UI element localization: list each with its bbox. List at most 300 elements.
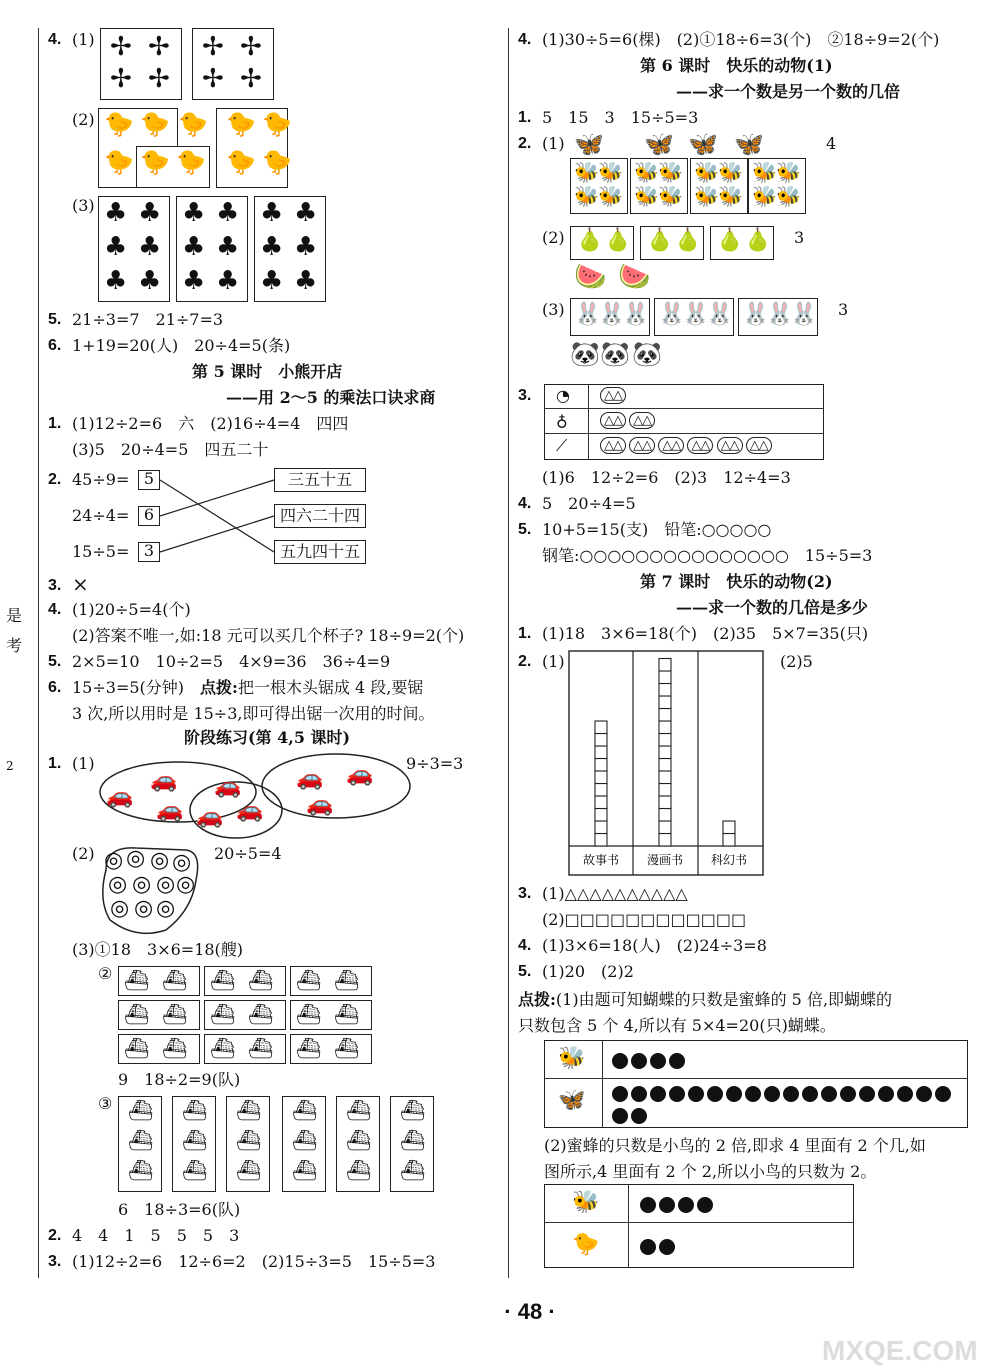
question-number: 5. (518, 521, 532, 538)
answer-text: 1+19=20(人) 20÷4=5(条) (72, 336, 291, 355)
bird-icon: 🐤 (572, 1232, 600, 1257)
bee-icon: 🐝 (634, 184, 659, 208)
circle-icon: ◎ (104, 848, 124, 873)
panda-icon: 🐼 (632, 340, 662, 368)
car-icon: 🚗 (196, 804, 224, 829)
tip-text: (2)蜜蜂的只数是小鸟的 2 倍,即求 4 里面有 2 个几,如 (544, 1136, 926, 1155)
answer-text: 9÷3=3 (406, 754, 464, 773)
tip-text: 图所示,4 里面有 2 个 2,所以小鸟的只数为 2。 (544, 1162, 877, 1181)
dot-mark (659, 1239, 675, 1255)
radish-icon: ♣ (182, 198, 206, 228)
answer-text: (1)30÷5=6(棵) (2)①18÷6=3(个) ②18÷9=2(个) (542, 30, 940, 49)
ship-icon: ⛴ (400, 1098, 426, 1122)
radish-icon: ♣ (216, 198, 240, 228)
rabbit-icon: 🐰 (622, 302, 650, 327)
panda-icon: 🐼 (570, 340, 600, 368)
pear-icon: 🍐 (576, 228, 604, 253)
answer-text: (2)答案不唯一,如:18 元可以买几个杯子? 18÷9=2(个) (72, 626, 465, 645)
table-rule (588, 384, 589, 460)
bar-cell (595, 721, 607, 734)
bee-icon: 🐝 (572, 1190, 600, 1215)
dot-row (612, 1050, 688, 1070)
ship-icon: ⛴ (124, 968, 150, 992)
margin-char: 考 (6, 636, 23, 655)
dot-mark (678, 1197, 694, 1213)
circle-icon: ◎ (176, 872, 196, 897)
question-number: 4. (48, 31, 62, 48)
ship-icon: ⛴ (292, 1158, 318, 1182)
bee-icon: 🐝 (752, 160, 777, 184)
radish-icon: ♣ (182, 232, 206, 262)
dot-mark (669, 1086, 685, 1102)
bee-icon: 🐝 (752, 184, 777, 208)
radish-icon: ♣ (260, 232, 284, 262)
bar-cell (659, 696, 671, 709)
ship-icon: ⛴ (124, 1036, 150, 1060)
ship-icon: ⛴ (296, 1036, 322, 1060)
part-label: (2) (72, 844, 95, 863)
rabbit-icon: 🐰 (574, 302, 602, 327)
ship-icon: ⛴ (128, 1128, 154, 1152)
question-number: 1. (518, 625, 532, 642)
ship-icon: ⛴ (210, 968, 236, 992)
question-number: 1. (48, 755, 62, 772)
bar-cell (595, 759, 607, 772)
tip-text: 只数包含 5 个 4,所以有 5×4=20(只)蝴蝶。 (518, 1016, 836, 1035)
question-number: 3. (48, 1253, 62, 1270)
dragonfly-icon: ✢ (148, 32, 170, 62)
radish-icon: ♣ (182, 266, 206, 296)
ship-icon: ⛴ (162, 968, 188, 992)
rhyme-box: 四六二十四 (274, 504, 366, 528)
watermelon-icon: 🍉 (574, 262, 607, 292)
bar-label: 科幻书 (710, 853, 748, 867)
ship-icon: ⛴ (400, 1128, 426, 1152)
pear-icon: 🍐 (646, 228, 674, 253)
ship-icon: ⛴ (334, 1036, 360, 1060)
bee-icon: 🐝 (558, 1046, 586, 1071)
chick-icon: 🐤 (140, 148, 170, 176)
section-title: 阶段练习(第 4,5 课时) (184, 728, 351, 747)
ship-icon: ⛴ (292, 1098, 318, 1122)
circle-icon: ◎ (156, 896, 176, 921)
match-line (160, 516, 274, 552)
part-label: (3) (542, 300, 565, 319)
answer-box: 3 (138, 542, 160, 562)
dot-mark (650, 1086, 666, 1102)
chick-icon: 🐤 (178, 110, 208, 138)
ship-icon: ⛴ (334, 1002, 360, 1026)
ship-icon: ⛴ (210, 1036, 236, 1060)
answer-text: (1)20 (2)2 (542, 962, 634, 981)
rhyme-box: 三五十五 (274, 468, 366, 492)
answer-text: (1)12÷2=6 六 (2)16÷4=4 四四 (72, 414, 349, 433)
bar-cell (659, 734, 671, 747)
dragonfly-icon: ✢ (202, 64, 224, 94)
dot-mark (802, 1086, 818, 1102)
lesson-title: 第 5 课时 小熊开店 (192, 362, 343, 381)
dot-row (640, 1194, 716, 1214)
question-number: 4. (518, 937, 532, 954)
rabbit-icon: 🐰 (766, 302, 794, 327)
answer-text: 9 18÷2=9(队) (118, 1070, 241, 1089)
radish-icon: ♣ (260, 198, 284, 228)
tip-text: 3 次,所以用时是 15÷3,即可得出锯一次用的时间。 (72, 704, 435, 723)
bar-cell (659, 659, 671, 672)
answer-text: (1)12÷2=6 12÷6=2 (2)15÷3=5 15÷5=3 (72, 1252, 436, 1271)
question-number: 6. (48, 679, 62, 696)
circle-icon: ◎ (110, 896, 130, 921)
answer-text: 5 15 3 15÷5=3 (542, 108, 699, 127)
question-number: 3. (48, 577, 62, 594)
dot-mark (669, 1053, 685, 1069)
circle-icon: ◎ (132, 872, 152, 897)
rabbit-icon: 🐰 (742, 302, 770, 327)
panda-icon: 🐼 (600, 340, 630, 368)
answer-text: 钢笔:○○○○○○○○○○○○○○○ 15÷5=3 (542, 546, 873, 565)
bar-cell (659, 834, 671, 847)
radish-icon: ♣ (216, 232, 240, 262)
rabbit-icon: 🐰 (598, 302, 626, 327)
bar-cell (659, 721, 671, 734)
radish-icon: ♣ (260, 266, 284, 296)
dot-mark (631, 1108, 647, 1124)
ship-icon: ⛴ (236, 1098, 262, 1122)
bee-icon: 🐝 (694, 160, 719, 184)
question-number: 2. (518, 135, 532, 152)
answer-text: 3 (838, 300, 849, 319)
lesson-subtitle: ——求一个数是另一个数的几倍 (676, 82, 901, 101)
bee-icon: 🐝 (574, 160, 599, 184)
question-number: 3. (518, 885, 532, 902)
rabbit-icon: 🐰 (706, 302, 734, 327)
triangle-group: △△ △△ △△ △△ △△ △△ (600, 436, 772, 456)
ship-icon: ⛴ (334, 968, 360, 992)
dot-mark (783, 1086, 799, 1102)
circle-icon: ◎ (156, 872, 176, 897)
bar-cell (723, 821, 735, 834)
dot-mark (612, 1086, 628, 1102)
dragonfly-icon: ✢ (110, 64, 132, 94)
bee-icon: 🐝 (634, 160, 659, 184)
ship-icon: ⛴ (162, 1002, 188, 1026)
question-number: 1. (48, 415, 62, 432)
ship-icon: ⛴ (210, 1002, 236, 1026)
bee-icon: 🐝 (658, 184, 683, 208)
dot-mark (640, 1197, 656, 1213)
ship-icon: ⛴ (182, 1158, 208, 1182)
dot-mark (612, 1053, 628, 1069)
circle-icon: ◎ (126, 846, 146, 871)
dragonfly-icon: ✢ (202, 32, 224, 62)
dragonfly-icon: ✢ (240, 32, 262, 62)
answer-text: (1)18 3×6=18(个) (2)35 5×7=35(只) (542, 624, 869, 643)
answer-text: (1)20÷5=4(个) (72, 600, 191, 619)
ship-icon: ⛴ (182, 1128, 208, 1152)
part-label: ③ (98, 1094, 113, 1113)
bee-icon: 🐝 (598, 184, 623, 208)
bar-cell (659, 784, 671, 797)
question-number: 1. (518, 109, 532, 126)
ship-icon: ⛴ (236, 1158, 262, 1182)
dot-mark (707, 1086, 723, 1102)
chick-icon: 🐤 (226, 148, 256, 176)
chick-icon: 🐤 (140, 110, 170, 138)
ship-icon: ⛴ (128, 1098, 154, 1122)
question-number: 4. (518, 31, 532, 48)
tip-text (518, 990, 892, 1010)
answer-box: 6 (138, 506, 160, 526)
question-number: 4. (48, 601, 62, 618)
ship-icon: ⛴ (162, 1036, 188, 1060)
lesson-title: 第 6 课时 快乐的动物(1) (640, 56, 833, 75)
pear-icon: 🍐 (744, 228, 772, 253)
carrot-icon: ⟋ (556, 436, 568, 455)
answer-text: (3)5 20÷4=5 四五二十 (72, 440, 269, 459)
chick-icon: 🐤 (104, 110, 134, 138)
bee-icon: 🐝 (718, 184, 743, 208)
question-number: 3. (518, 387, 532, 404)
answer-text: 15÷3=5(分钟) (72, 678, 201, 697)
circle-icon: ◎ (134, 896, 154, 921)
answer-text: 10+5=15(支) 铅笔:○○○○○ (542, 520, 772, 539)
bar-cell (595, 809, 607, 822)
ship-icon: ⛴ (346, 1158, 372, 1182)
answer-box: 5 (138, 470, 160, 490)
ship-icon: ⛴ (236, 1128, 262, 1152)
car-icon: 🚗 (156, 798, 184, 823)
triangle-group: △△ (600, 386, 626, 406)
dot-mark (764, 1086, 780, 1102)
butterfly-icon: 🦋 (574, 130, 604, 158)
dragonfly-icon: ✢ (110, 32, 132, 62)
part-label: (3) (72, 196, 95, 215)
bar-cell (659, 771, 671, 784)
dot-mark (821, 1086, 837, 1102)
bar-cell (659, 671, 671, 684)
bar-label: 故事书 (582, 853, 620, 867)
circle-icon: ◎ (150, 848, 170, 873)
radish-icon: ♣ (216, 266, 240, 296)
bar-cell (723, 834, 735, 847)
dragonfly-icon: ✢ (148, 64, 170, 94)
radish-icon: ♣ (104, 198, 128, 228)
expression: 15÷5= (72, 542, 130, 561)
question-number: 5. (518, 963, 532, 980)
bee-icon: 🐝 (574, 184, 599, 208)
ship-icon: ⛴ (346, 1128, 372, 1152)
question-number: 6. (48, 337, 62, 354)
radish-icon: ♣ (294, 232, 318, 262)
pear-icon: 🍐 (604, 228, 632, 253)
question-number: 2. (48, 471, 62, 488)
answer-text (72, 678, 423, 698)
part-label: (1) (542, 134, 565, 153)
dot-mark (726, 1086, 742, 1102)
radish-icon: ♣ (138, 232, 162, 262)
answer-text: 20÷5=4 (214, 844, 282, 863)
answer-text: 2×5=10 10÷2=5 4×9=36 36÷4=9 (72, 652, 391, 671)
table-rule (602, 1040, 603, 1128)
table-rule (628, 1184, 629, 1268)
bee-icon: 🐝 (776, 160, 801, 184)
answer-text: 4 4 1 5 5 5 3 (72, 1226, 240, 1245)
watermark: MXQE.COM (822, 1335, 978, 1366)
car-icon: 🚗 (214, 774, 242, 799)
chick-icon: 🐤 (262, 110, 292, 138)
answer-text: (1)3×6=18(人) (2)24÷3=8 (542, 936, 767, 955)
margin-char: 是 (6, 606, 23, 625)
radish-icon: ♣ (294, 266, 318, 296)
lesson-subtitle: ——求一个数的几倍是多少 (676, 598, 869, 617)
bar-cell (595, 734, 607, 747)
answer-text: (3)①18 3×6=18(艘) (72, 940, 244, 959)
part-label: (2) (542, 228, 565, 247)
match-line (160, 480, 274, 552)
dot-mark (688, 1086, 704, 1102)
ship-icon: ⛴ (182, 1098, 208, 1122)
car-icon: 🚗 (150, 768, 178, 793)
dot-row (640, 1236, 678, 1256)
bar-cell (595, 821, 607, 834)
part-label: (1) (72, 754, 95, 773)
chick-icon: 🐤 (226, 110, 256, 138)
answer-text: (1)△△△△△△△△△△ (542, 884, 688, 903)
part-label: (1) (542, 652, 565, 671)
butterfly-icon: 🦋 (644, 130, 674, 158)
dragonfly-icon: ✢ (240, 64, 262, 94)
bar-cell (659, 759, 671, 772)
butterfly-icon: 🦋 (734, 130, 764, 158)
bar-cell (595, 784, 607, 797)
ship-icon: ⛴ (296, 968, 322, 992)
ship-icon: ⛴ (400, 1158, 426, 1182)
question-number: 4. (518, 495, 532, 512)
expression: 45÷9= (72, 470, 130, 489)
tip-text: 把一根木头锯成 4 段,要锯 (237, 678, 424, 697)
ship-icon: ⛴ (248, 968, 274, 992)
ship-icon: ⛴ (346, 1098, 372, 1122)
dot-row (612, 1082, 962, 1126)
dot-mark (640, 1239, 656, 1255)
dot-mark (659, 1197, 675, 1213)
triangle-group: △△ △△ (600, 411, 655, 431)
expression: 24÷4= (72, 506, 130, 525)
table-rule (544, 433, 824, 434)
margin-char: 2 (6, 759, 14, 773)
chick-icon: 🐤 (104, 148, 134, 176)
answer-text: 3 (794, 228, 805, 247)
radish-icon: ♣ (104, 232, 128, 262)
radish-icon: ♣ (138, 266, 162, 296)
bar-cell (659, 684, 671, 697)
bar-cell (595, 771, 607, 784)
butterfly-icon: 🦋 (558, 1088, 586, 1113)
answer-text: × (72, 572, 89, 596)
ship-icon: ⛴ (296, 1002, 322, 1026)
table-rule (544, 1078, 968, 1079)
dot-mark (631, 1053, 647, 1069)
ship-icon: ⛴ (128, 1158, 154, 1182)
car-icon: 🚗 (306, 792, 334, 817)
bar-cell (659, 809, 671, 822)
radish-icon: ♣ (138, 198, 162, 228)
lesson-title: 第 7 课时 快乐的动物(2) (640, 572, 833, 591)
bar-cell (659, 821, 671, 834)
bee-icon: 🐝 (776, 184, 801, 208)
answer-text: (2)5 (780, 652, 813, 671)
butterfly-icon: 🦋 (688, 130, 718, 158)
rabbit-icon: 🐰 (682, 302, 710, 327)
car-icon: 🚗 (236, 798, 264, 823)
match-line (160, 480, 274, 516)
circle-icon: ◎ (172, 850, 192, 875)
bar-cell (595, 834, 607, 847)
tip-text: (1)由题可知蝴蝶的只数是蜜蜂的 5 倍,即蝴蝶的 (555, 990, 893, 1009)
question-number: 2. (48, 1227, 62, 1244)
table-rule (544, 408, 824, 409)
dot-mark (916, 1086, 932, 1102)
chick-icon: 🐤 (262, 148, 292, 176)
dot-mark (897, 1086, 913, 1102)
dot-mark (935, 1086, 951, 1102)
answer-text: (2)□□□□□□□□□□□□ (542, 910, 747, 929)
ship-icon: ⛴ (248, 1002, 274, 1026)
dot-mark (840, 1086, 856, 1102)
answer-text: 5 20÷4=5 (542, 494, 636, 513)
pear-icon: 🍐 (674, 228, 702, 253)
circle-icon: ◎ (108, 872, 128, 897)
pear-icon: 🍐 (716, 228, 744, 253)
apple-icon: ◔ (556, 386, 570, 405)
bar-cell (659, 796, 671, 809)
page-number-value: 48 (517, 1299, 543, 1324)
rhyme-box: 五九四十五 (274, 540, 366, 564)
dot-mark (631, 1086, 647, 1102)
lesson-subtitle: ——用 2～5 的乘法口诀求商 (226, 388, 436, 407)
question-number: 5. (48, 653, 62, 670)
ship-icon: ⛴ (292, 1128, 318, 1152)
bar-cell (595, 746, 607, 759)
bar-label: 漫画书 (646, 853, 684, 867)
answer-text: 21÷3=7 21÷7=3 (72, 310, 224, 329)
car-icon: 🚗 (106, 784, 134, 809)
answer-text: 4 (826, 134, 837, 153)
table-rule (544, 1222, 854, 1223)
bar-cell (659, 746, 671, 759)
bee-icon: 🐝 (694, 184, 719, 208)
dot-mark (878, 1086, 894, 1102)
dot-mark (650, 1053, 666, 1069)
dot-mark (612, 1108, 628, 1124)
bee-icon: 🐝 (598, 160, 623, 184)
part-label: (1) (72, 30, 95, 49)
bar-cell (595, 796, 607, 809)
page-number: · 48 · (504, 1299, 556, 1324)
answer-text: (1)6 12÷2=6 (2)3 12÷4=3 (542, 468, 791, 487)
car-icon: 🚗 (346, 762, 374, 787)
answer-text: 6 18÷3=6(队) (118, 1200, 241, 1219)
question-number: 5. (48, 311, 62, 328)
dot-mark (697, 1197, 713, 1213)
question-number: 2. (518, 653, 532, 670)
tip-label: 点拨: (200, 678, 238, 697)
dot-mark (859, 1086, 875, 1102)
radish-icon: ♣ (104, 266, 128, 296)
pear-icon: ♁ (556, 411, 568, 430)
rabbit-icon: 🐰 (658, 302, 686, 327)
bar-cell (659, 709, 671, 722)
